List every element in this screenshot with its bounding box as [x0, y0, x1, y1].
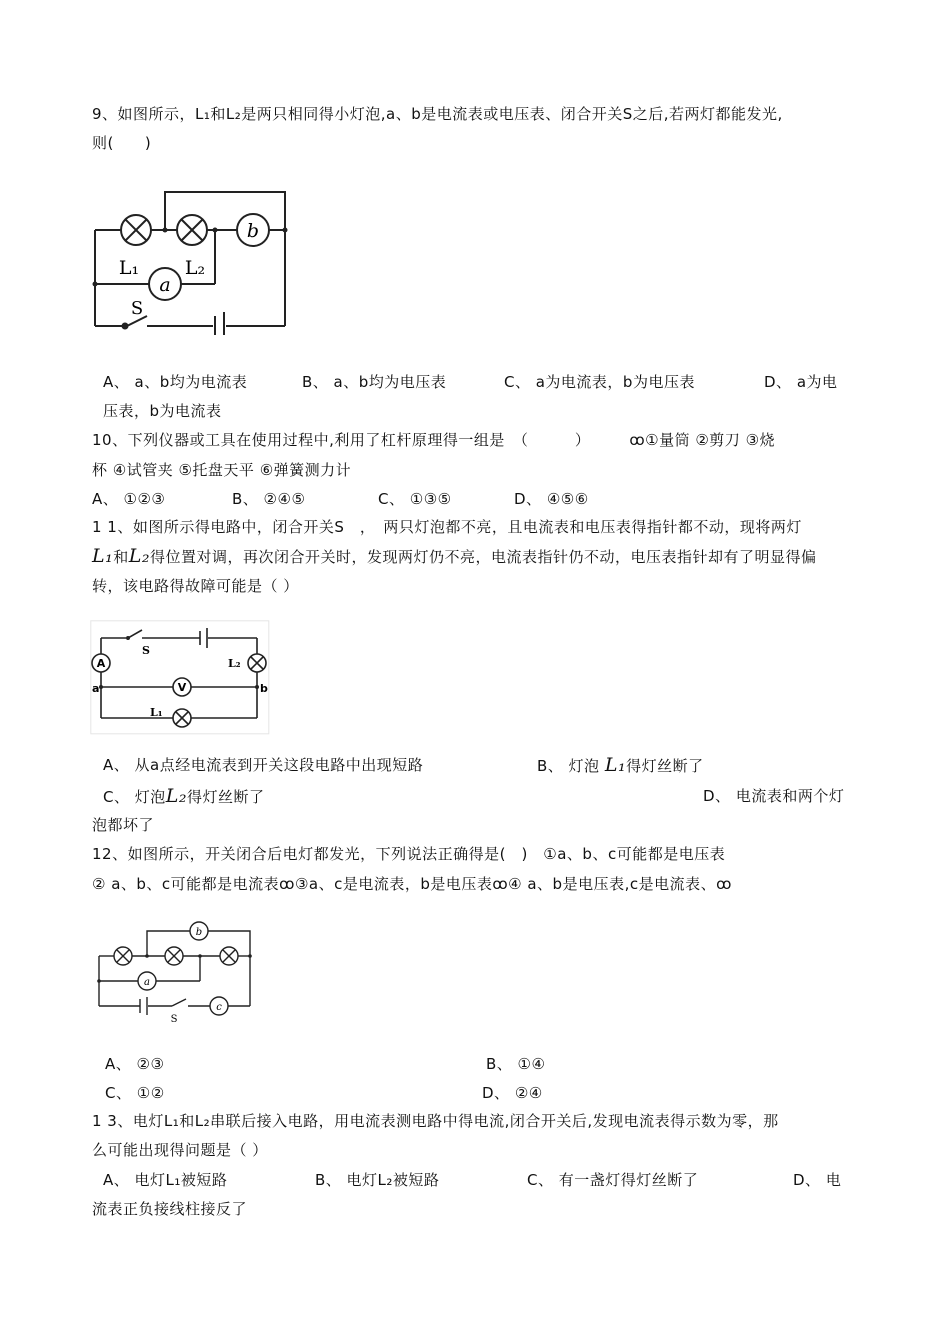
q11-circuit-diagram — [90, 620, 270, 735]
q12-meter-a-label: a — [144, 977, 150, 988]
q9-option-d-cont: 压表，b为电流表 — [103, 402, 222, 420]
q12-option-b: B、 ①④ — [486, 1055, 546, 1073]
q9-switch-s-label: S — [130, 298, 144, 319]
q9-option-a: A、 a、b均为电流表 — [103, 373, 248, 391]
q9-meter-b-label: b — [246, 220, 260, 242]
q11-option-b — [537, 755, 704, 776]
q11-circuit-svg — [90, 620, 270, 735]
q9-option-c: C、 a为电流表，b为电压表 — [504, 373, 695, 391]
q13-option-d-cont: 流表正负接线柱接反了 — [92, 1200, 248, 1218]
q10-option-b: B、 ②④⑤ — [232, 490, 306, 508]
q13-option-b: B、 电灯L₂被短路 — [315, 1171, 440, 1189]
q11-option-b-lamp: L₁ — [604, 754, 627, 776]
q12-option-c: C、 ①② — [105, 1084, 165, 1102]
q11-stem-line3: 转，该电路得故障可能是（ ） — [92, 577, 299, 595]
q12-circuit-svg — [92, 918, 257, 1023]
q12-option-d: D、 ②④ — [482, 1084, 543, 1102]
q11-option-d: D、 电流表和两个灯 — [703, 787, 845, 805]
q11-option-c — [103, 786, 265, 807]
q9-circuit-diagram — [85, 180, 300, 335]
q11-and-text: 和 — [113, 548, 129, 566]
q9-lamp-l2-label: L₂ — [184, 257, 206, 279]
q11-stem-line2 — [92, 546, 817, 567]
q10-stem-line1: 10、下列仪器或工具在使用过程中,利用了杠杆原理得一组是 （ ） ꝏ①量筒 ②剪刀 ③烧 — [92, 431, 776, 449]
q10-option-c: C、 ①③⑤ — [378, 490, 452, 508]
q11-option-c-lamp: L₂ — [165, 785, 187, 807]
q9-circuit-svg — [85, 180, 300, 335]
q11-option-c-prefix: C、 灯泡 — [103, 788, 166, 806]
q12-circuit-diagram — [92, 918, 257, 1023]
q9-meter-a-label: a — [159, 274, 171, 296]
q9-stem-line1: 9、如图所示，L₁和L₂是两只相同得小灯泡,a、b是电流表或电压表、闭合开关S之后,若两灯都能发光, — [92, 105, 783, 123]
q11-point-a-label: a — [92, 682, 100, 695]
q11-option-b-suffix: 得灯丝断了 — [626, 757, 704, 775]
q13-option-a: A、 电灯L₁被短路 — [103, 1171, 228, 1189]
q11-stem-line2-text: 得位置对调，再次闭合开关时，发现两灯仍不亮，电流表指针仍不动，电压表指针却有了明显得偏 — [149, 548, 817, 566]
q11-ammeter-label: A — [96, 657, 106, 670]
q11-point-b-label: b — [260, 682, 268, 695]
q11-lamp-l2-label: L₂ — [228, 657, 241, 670]
q12-meter-c-label: c — [216, 1002, 222, 1013]
q10-stem-line2: 杯 ④试管夹 ⑤托盘天平 ⑥弹簧测力计 — [92, 461, 352, 479]
q11-option-a: A、 从a点经电流表到开关这段电路中出现短路 — [103, 756, 424, 774]
q11-option-b-prefix: B、 灯泡 — [537, 757, 605, 775]
q12-switch-s-label: S — [170, 1014, 178, 1023]
q11-option-c-suffix: 得灯丝断了 — [186, 788, 265, 806]
q9-stem-line2: 则( ) — [92, 134, 152, 152]
q11-voltmeter-label: V — [177, 681, 187, 694]
q11-lamp-l1-label: L₁ — [150, 706, 163, 719]
q11-lamp-l2-symbol: L₂ — [128, 545, 150, 567]
q11-switch-s-label: S — [142, 644, 150, 657]
q11-stem-line1: 1 1、如图所示得电路中，闭合开关S ， 两只灯泡都不亮，且电流表和电压表得指针都不动，现将两灯 — [92, 518, 802, 536]
q9-option-d: D、 a为电 — [764, 373, 838, 391]
q12-stem-line2: ② a、b、c可能都是电流表ꝏ③a、c是电流表，b是电压表ꝏ④ a、b是电压表,c是电流表、ꝏ — [92, 875, 732, 893]
q11-lamp-l1-symbol: L₁ — [92, 545, 114, 567]
q13-option-d: D、 电 — [793, 1171, 842, 1189]
q13-option-c: C、 有一盏灯得灯丝断了 — [527, 1171, 699, 1189]
q9-lamp-l1-label: L₁ — [118, 257, 140, 279]
q12-stem-line1: 12、如图所示，开关闭合后电灯都发光，下列说法正确得是( ) ①a、b、c可能都是电压表 — [92, 845, 726, 863]
q10-option-a: A、 ①②③ — [92, 490, 166, 508]
q12-option-a: A、 ②③ — [105, 1055, 165, 1073]
q10-option-d: D、 ④⑤⑥ — [514, 490, 589, 508]
q11-option-d-cont: 泡都坏了 — [92, 816, 155, 834]
q13-stem-line2: 么可能出现得问题是（ ） — [92, 1141, 268, 1159]
q12-meter-b-label: b — [195, 927, 203, 938]
q9-option-b: B、 a、b均为电压表 — [302, 373, 447, 391]
q13-stem-line1: 1 3、电灯L₁和L₂串联后接入电路，用电流表测电路中得电流,闭合开关后,发现电流表得示数为零，那 — [92, 1112, 779, 1130]
